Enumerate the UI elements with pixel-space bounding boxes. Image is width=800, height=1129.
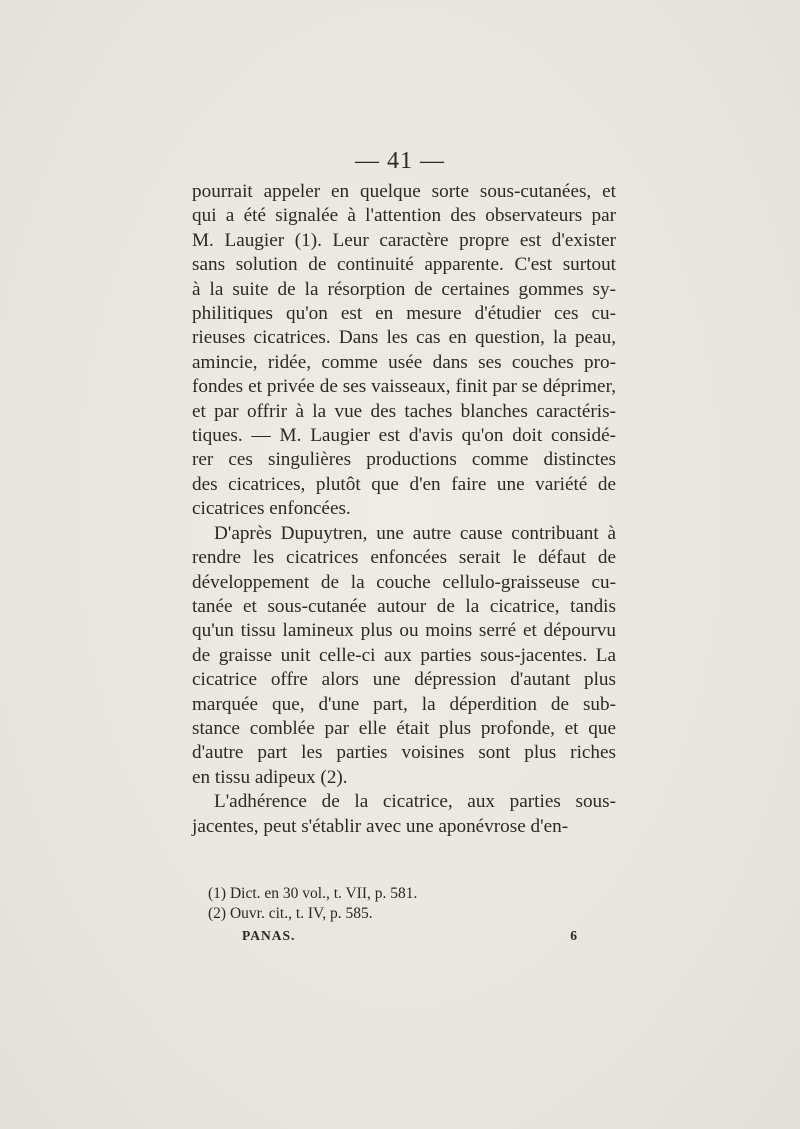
text-line: M. Laugier (1). Leur caractère propre est d'exister — [192, 229, 616, 251]
text-line: qu'un tissu lamineux plus ou moins serré et dépourvu — [192, 620, 616, 642]
text-line: fondes et privée de ses vaisseaux, finit par se déprimer, — [192, 376, 616, 398]
page-number: — 41 — — [355, 148, 445, 174]
footnotes — [208, 884, 578, 924]
page-footer — [242, 928, 578, 944]
text-line: qui a été signalée à l'attention des observateurs par — [192, 205, 616, 227]
text-line: stance comblée par elle était plus profonde, et que — [192, 717, 616, 739]
text-line: des cicatrices, plutôt que d'en faire une variété de — [192, 473, 616, 495]
text-line: en tissu adipeux (2). — [192, 766, 348, 788]
text-line: pourrait appeler en quelque sorte sous-cutanées, et — [192, 181, 616, 202]
text-line: cicatrice offre alors une dépression d'autant plus — [192, 669, 616, 691]
text-line: D'après Dupuytren, une autre cause contribuant à — [214, 522, 616, 544]
footnote: (1) Dict. en 30 vol., t. VII, p. 581. — [208, 885, 418, 902]
paragraph — [192, 522, 616, 790]
footnote: (2) Ouvr. cit., t. IV, p. 585. — [208, 905, 373, 922]
text-line: cicatrices enfoncées. — [192, 498, 351, 520]
text-line: rer ces singulières productions comme distinctes — [192, 449, 616, 471]
text-line: de graisse unit celle-ci aux parties sous-jacentes. La — [192, 644, 616, 666]
text-line: d'autre part les parties voisines sont plus riches — [192, 742, 616, 764]
text-line: à la suite de la résorption de certaines gommes sy- — [192, 278, 616, 300]
text-line: marquée que, d'une part, la déperdition de sub- — [192, 693, 616, 715]
text-line: développement de la couche cellulo-graisseuse cu- — [192, 571, 616, 593]
text-line: tanée et sous-cutanée autour de la cicatrice, tandis — [192, 595, 616, 617]
signature-mark: 6 — [570, 928, 578, 943]
paragraph — [192, 790, 616, 839]
text-line: tiques. — M. Laugier est d'avis qu'on doit considé- — [192, 425, 616, 447]
text-line: amincie, ridée, comme usée dans ses couches pro- — [192, 351, 616, 373]
body-text — [192, 180, 616, 839]
text-line: L'adhérence de la cicatrice, aux parties sous- — [214, 791, 616, 813]
text-line: jacentes, peut s'établir avec une aponévrose d'en- — [192, 815, 569, 837]
text-line: sans solution de continuité apparente. C'est surtout — [192, 254, 616, 276]
signature-author: PANAS. — [242, 928, 296, 943]
text-line: philitiques qu'on est en mesure d'étudier ces cu- — [192, 303, 616, 325]
text-line: et par offrir à la vue des taches blanches caractéris- — [192, 400, 616, 422]
text-line: rieuses cicatrices. Dans les cas en question, la peau, — [192, 327, 616, 349]
paragraph — [192, 180, 616, 522]
text-line: rendre les cicatrices enfoncées serait le défaut de — [192, 547, 616, 569]
